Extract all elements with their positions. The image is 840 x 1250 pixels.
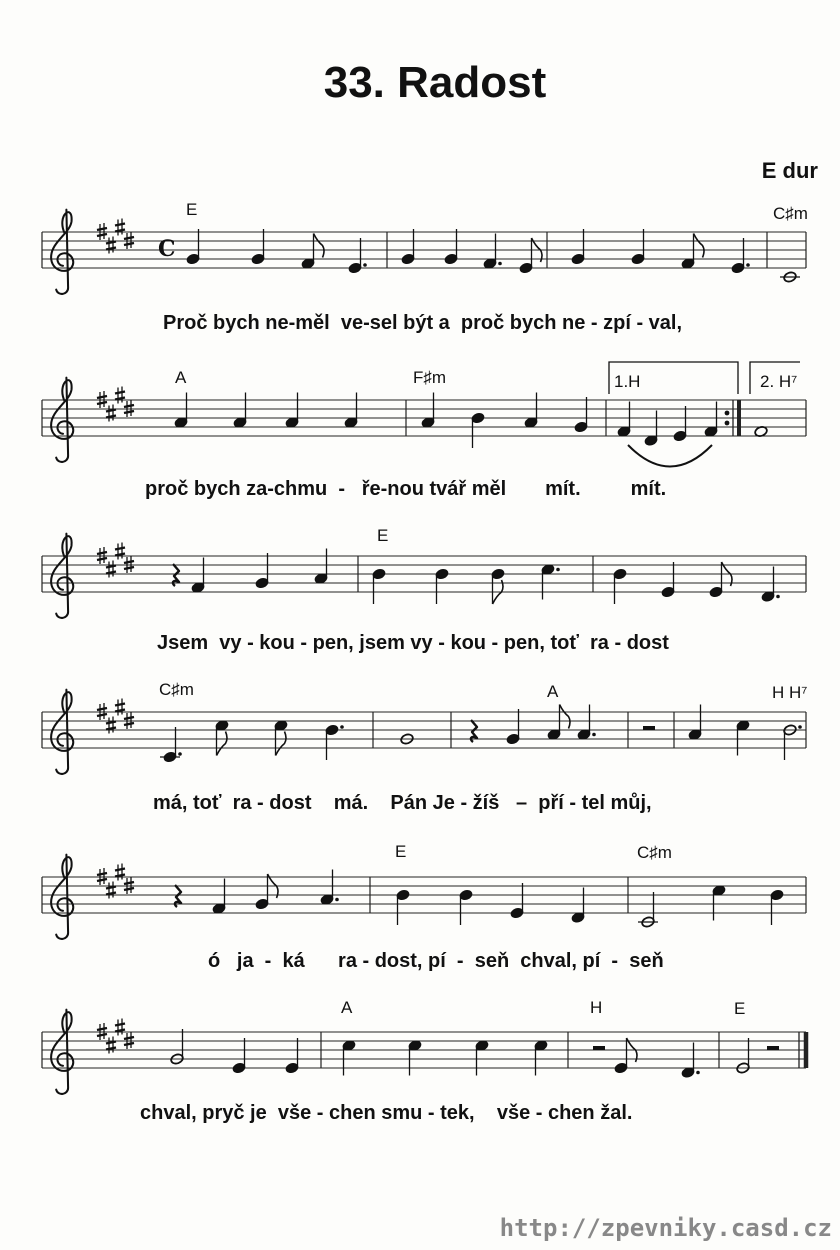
chord-symbol: H (590, 998, 603, 1017)
chord-symbol: A (547, 682, 559, 701)
chord-symbol: E (377, 526, 389, 545)
chord-symbol: A (175, 368, 187, 387)
lyric-line: má, toť ra - dost má. Pán Je - žíš – pří - tel můj, (153, 792, 652, 814)
note-flag (694, 234, 705, 258)
note-flag (217, 732, 228, 756)
sharp-icon (106, 237, 116, 254)
note-flag (276, 732, 287, 756)
chord-symbol: E (395, 842, 407, 861)
common-time-icon: C (158, 236, 176, 262)
sharp-icon (115, 387, 125, 404)
repeat-dot (725, 411, 730, 416)
treble-clef-icon (51, 1010, 73, 1094)
sharp-icon (115, 864, 125, 881)
note-flag (560, 705, 571, 729)
treble-clef-icon (51, 534, 73, 618)
augmentation-dot (798, 725, 802, 729)
volta-bracket (609, 362, 738, 394)
augmentation-dot (335, 898, 339, 902)
lyric-line: chval, pryč je vše - chen smu - tek, vše - chen žal. (140, 1102, 633, 1124)
song-title: 33. Radost (323, 58, 547, 107)
augmentation-dot (340, 725, 344, 729)
augmentation-dot (696, 1071, 700, 1075)
treble-clef-icon (51, 855, 73, 939)
sharp-icon (106, 561, 116, 578)
sharp-icon (115, 543, 125, 560)
sharp-icon (115, 219, 125, 236)
chord-symbol: C♯m (159, 680, 194, 699)
chord-symbol: H H⁷ (772, 683, 808, 702)
note-flag (314, 234, 325, 258)
sharp-icon (106, 717, 116, 734)
half-rest-icon (593, 1046, 605, 1050)
chord-symbol: E (186, 200, 198, 219)
treble-clef-icon (51, 210, 73, 294)
volta-bracket (750, 362, 800, 394)
lyric-line: ó ja - ká ra - dost, pí - seň chval, pí - seň (208, 950, 664, 972)
lyric-line: proč bych za-chmu - ře-nou tvář měl mít. mít. (145, 478, 667, 500)
slur (628, 445, 712, 467)
lyric-line: Proč bych ne-měl ve-sel být a proč bych ne - zpí - val, (163, 312, 683, 334)
treble-clef-icon (51, 378, 73, 462)
lyric-line: Jsem vy - kou - pen, jsem vy - kou - pen, toť ra - dost (157, 632, 669, 654)
volta-1-chord: 1.H (614, 372, 641, 391)
chord-symbol: C♯m (773, 204, 808, 223)
footer-url: http://zpevniky.casd.cz (499, 1214, 832, 1242)
augmentation-dot (776, 595, 780, 599)
augmentation-dot (498, 262, 502, 266)
treble-clef-icon (51, 690, 73, 774)
sharp-icon (115, 699, 125, 716)
chord-symbol: A (341, 998, 353, 1017)
augmentation-dot (592, 733, 596, 737)
volta-2-chord: 2. H⁷ (760, 372, 798, 391)
half-rest-icon (767, 1046, 779, 1050)
key-signature-label: E dur (761, 158, 818, 183)
augmentation-dot (363, 263, 367, 267)
half-rest-icon (643, 726, 655, 730)
chord-symbol: C♯m (637, 843, 672, 862)
sharp-icon (106, 405, 116, 422)
augmentation-dot (178, 752, 182, 756)
chord-symbol: F♯m (413, 368, 447, 387)
sharp-icon (106, 882, 116, 899)
augmentation-dot (556, 568, 560, 572)
repeat-dot (725, 421, 730, 426)
augmentation-dot (746, 263, 750, 267)
sharp-icon (106, 1037, 116, 1054)
chord-symbol: E (734, 999, 746, 1018)
sharp-icon (115, 1019, 125, 1036)
